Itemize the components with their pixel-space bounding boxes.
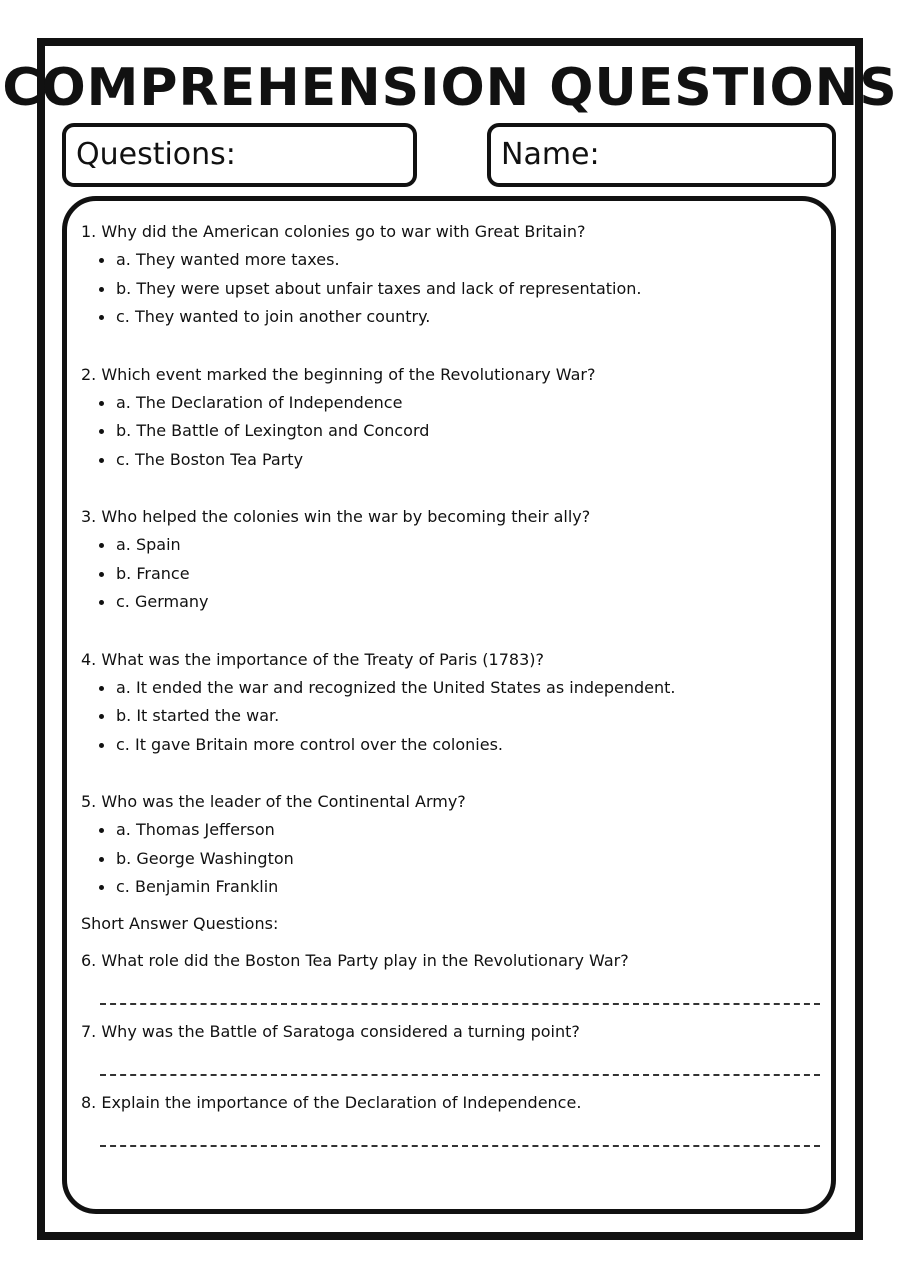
short-answer-block — [81, 947, 826, 1005]
answer-line[interactable] — [100, 1135, 820, 1147]
option-item: a. Spain — [81, 531, 826, 560]
question-block — [81, 646, 826, 760]
short-answer-question: 6. What role did the Boston Tea Party play in the Revolutionary War? — [81, 950, 629, 970]
option-item: a. It ended the war and recognized the United States as independent. — [81, 674, 826, 703]
answer-line[interactable] — [100, 1064, 820, 1076]
question-block — [81, 361, 826, 475]
answer-line[interactable] — [100, 993, 820, 1005]
option-item: a. Thomas Jefferson — [81, 816, 826, 845]
question-text: 2. Which event marked the beginning of the Revolutionary War? — [81, 364, 596, 384]
option-item: b. It started the war. — [81, 702, 826, 731]
question-block — [81, 503, 826, 617]
option-item: b. France — [81, 560, 826, 589]
option-item: a. They wanted more taxes. — [81, 246, 826, 275]
question-block — [81, 788, 826, 902]
option-item: c. The Boston Tea Party — [81, 446, 826, 475]
option-item: c. Germany — [81, 588, 826, 617]
option-list — [81, 531, 826, 617]
option-item: b. The Battle of Lexington and Concord — [81, 417, 826, 446]
option-item: c. They wanted to join another country. — [81, 303, 826, 332]
short-answer-question: 7. Why was the Battle of Saratoga considered a turning point? — [81, 1021, 580, 1041]
option-item: c. Benjamin Franklin — [81, 873, 826, 902]
short-answer-block — [81, 1089, 826, 1147]
option-list — [81, 389, 826, 475]
question-text: 3. Who helped the colonies win the war by becoming their ally? — [81, 507, 591, 526]
question-text: 1. Why did the American colonies go to war with Great Britain? — [81, 222, 586, 241]
option-list — [81, 246, 826, 332]
option-item: b. They were upset about unfair taxes and lack of representation. — [81, 275, 826, 304]
short-answer-question: 8. Explain the importance of the Declaration of Independence. — [81, 1092, 582, 1112]
questions-label: Questions: — [76, 137, 236, 172]
questions-content — [81, 218, 826, 1160]
option-item: b. George Washington — [81, 845, 826, 874]
questions-label-box — [62, 123, 417, 187]
question-block — [81, 218, 826, 332]
option-list — [81, 674, 826, 760]
question-text: 4. What was the importance of the Treaty of Paris (1783)? — [81, 649, 544, 669]
option-item: a. The Declaration of Independence — [81, 389, 826, 418]
option-list — [81, 816, 826, 902]
name-field-box[interactable] — [487, 123, 836, 187]
page-title: COMPREHENSION QUESTIONS — [2, 58, 898, 118]
question-text: 5. Who was the leader of the Continental Army? — [81, 792, 466, 811]
name-label: Name: — [501, 137, 600, 172]
option-item: c. It gave Britain more control over the colonies. — [81, 731, 826, 760]
short-answer-block — [81, 1018, 826, 1076]
short-answer-heading: Short Answer Questions: — [81, 913, 279, 933]
